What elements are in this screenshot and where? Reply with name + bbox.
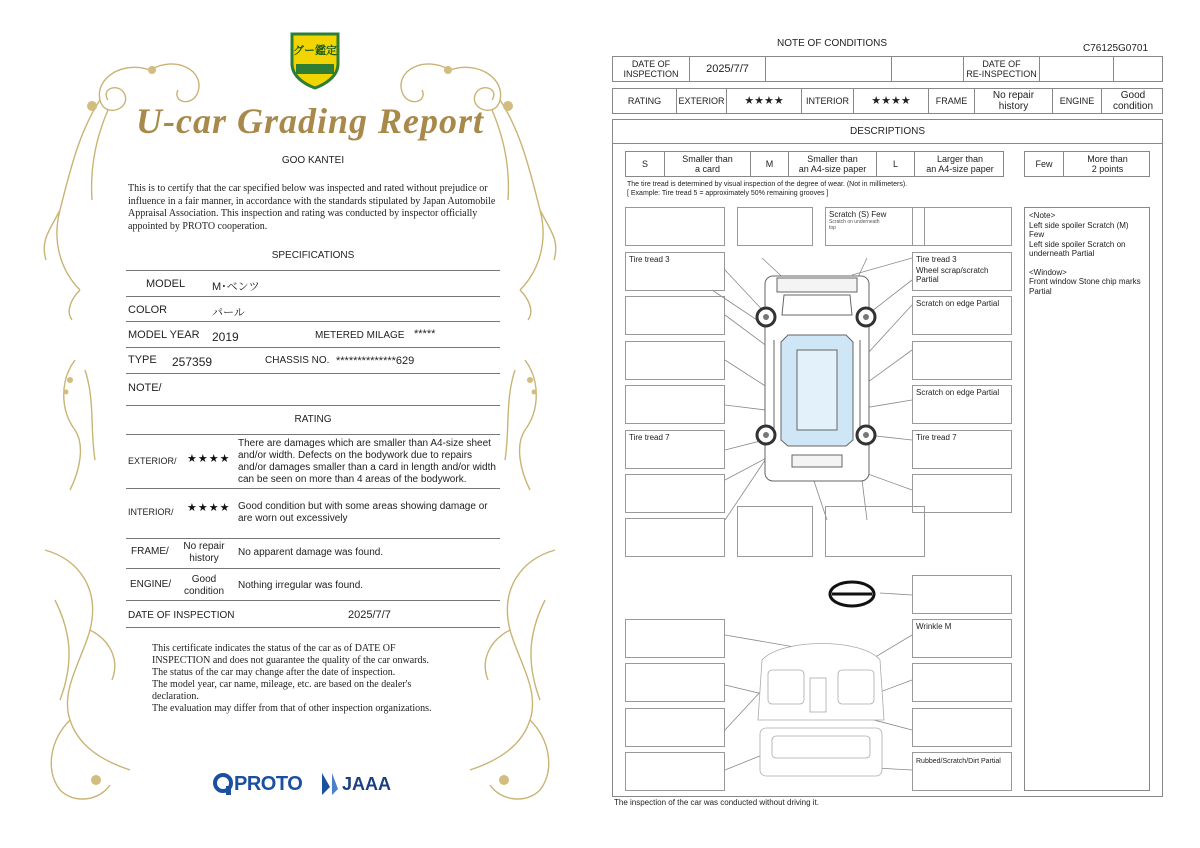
notes-line-5: Front window Stone chip marks — [1029, 277, 1141, 286]
engine-label: ENGINE/ — [130, 579, 172, 590]
notes-title: <Note> — [1029, 211, 1056, 220]
grade-box-interior-8 — [912, 752, 1012, 791]
descriptions-heading: DESCRIPTIONS — [612, 120, 1163, 144]
model-value: M･ベンツ — [212, 281, 260, 293]
legend-few: Few — [1035, 159, 1053, 169]
tire-rear-left-text: Tire tread 7 — [629, 433, 670, 442]
grade-box-left-4 — [625, 341, 725, 380]
tire-front-right-subtext: Wheel scrap/scratch Partial — [916, 266, 989, 284]
inspection-footnote: The inspection of the car was conducted without driving it. — [614, 798, 819, 807]
model-year-label: MODEL YEAR — [128, 329, 200, 341]
exterior-description: There are damages which are smaller than A4-size sheet and/or width. Defects on the bodywork due to repairs and/or damages smaller than a card in length and/or width can be seen on more than 4 areas of the bodywork. — [238, 438, 496, 485]
exterior-label: EXTERIOR — [676, 89, 726, 113]
footer-line-3: The status of the car may change after the date of inspection. — [152, 667, 396, 678]
notes-line-6: Partial — [1029, 286, 1052, 296]
grade-box-tire-rear-right — [912, 430, 1012, 469]
grade-box-rear-bumper — [825, 506, 925, 557]
footer-line-5: declaration. — [152, 691, 199, 702]
footer-line-6: The evaluation may differ from that of other inspection organizations. — [152, 703, 432, 714]
badge-text: グー鑑定 — [293, 45, 337, 57]
grade-box-left-7 — [625, 474, 725, 513]
engine-value: Good condition — [1101, 89, 1164, 113]
jaaa-logo-text: JAAA — [342, 773, 392, 794]
rating-row — [612, 88, 1163, 114]
legend-s: S — [641, 159, 648, 169]
footer-line-2: INSPECTION and does not guarantee the quality of the car onwards. — [152, 655, 429, 666]
intro-paragraph: This is to certify that the car specified below was inspected and rated without prejudice or influence in a fair manner, in accordance with the standards stipulated by Japan Automobile Appraisal Association. This inspection and rating was conducted by inspector officially appointed by PROTO cooperation. — [128, 183, 496, 232]
date-of-inspection-value: 2025/7/7 — [348, 609, 391, 621]
grade-box-interior-3 — [625, 663, 725, 702]
footer-line-4: The model year, car name, mileage, etc. are based on the dealer's — [152, 679, 412, 690]
org-name: GOO KANTEI — [281, 155, 345, 166]
size-legend — [625, 151, 1004, 177]
car-top-view — [765, 276, 869, 481]
grade-box-tire-front-left — [625, 252, 725, 291]
frame-label: FRAME — [928, 89, 974, 113]
engine-label: ENGINE — [1052, 89, 1101, 113]
frame-value — [176, 541, 232, 565]
notes-column — [1024, 207, 1150, 791]
certificate-footer — [152, 643, 492, 715]
model-label: MODEL — [146, 278, 186, 290]
notes-line-4: underneath Partial — [1029, 249, 1095, 258]
chassis-value: **************629 — [336, 355, 415, 367]
date-row — [612, 56, 1163, 82]
scratch-few-text: Scratch (S) Few — [829, 210, 887, 219]
interior-label: INTERIOR/ — [128, 507, 174, 517]
goo-kantei-badge — [286, 30, 344, 90]
engine-value-line1: Good — [191, 574, 217, 585]
grade-box-interior-2 — [912, 619, 1012, 658]
scratch-edge-1-text: Scratch on edge Partial — [916, 299, 1000, 308]
metered-milage-label: METERED MILAGE — [315, 330, 405, 341]
document-id: C76125G0701 — [1083, 43, 1149, 54]
grade-box-interior-6 — [912, 708, 1012, 747]
jaaa-mark-icon — [318, 771, 340, 797]
notes-window-title: <Window> — [1029, 267, 1067, 277]
legend-m-desc: Smaller than an A4-size paper — [788, 152, 876, 176]
proto-logo — [212, 770, 302, 798]
tire-front-left-text: Tire tread 3 — [629, 255, 670, 264]
date-of-inspection-label: DATE OF INSPECTION — [128, 610, 235, 621]
exterior-stars: ★★★★ — [726, 89, 801, 113]
legend-s-desc: Smaller than a card — [664, 152, 750, 176]
rating-label: RATING — [627, 96, 662, 106]
color-label: COLOR — [128, 304, 168, 316]
date-blank-1 — [765, 57, 891, 81]
grade-box-tire-front-right — [912, 252, 1012, 291]
rating-heading: RATING — [294, 414, 332, 425]
grade-box-tire-rear-left — [625, 430, 725, 469]
grade-box-interior-7 — [625, 752, 725, 791]
notes-line-2: Few — [1029, 230, 1045, 239]
scratch-few-subtext-2: top — [829, 225, 836, 231]
grade-box-front-right — [912, 207, 1012, 246]
exterior-stars: ★★★★ — [187, 453, 231, 465]
frame-value: No repair history — [974, 89, 1052, 113]
grade-box-left-5 — [625, 385, 725, 424]
date-of-inspection-label: DATE OF INSPECTION — [623, 59, 679, 79]
interior-stars: ★★★★ — [187, 502, 231, 514]
scratch-edge-2-text: Scratch on edge Partial — [916, 388, 1000, 397]
tire-note-line-1: The tire tread is determined by visual inspection of the degree of wear. (Not in millimeters). — [627, 181, 908, 188]
tire-note — [627, 180, 907, 198]
proto-mark-icon — [212, 772, 234, 796]
grade-box-right-5 — [912, 385, 1012, 424]
date-blank-2 — [891, 57, 963, 81]
frame-value-line1: No repair — [183, 541, 225, 552]
grade-box-front-bumper — [825, 207, 925, 246]
frame-description: No apparent damage was found. — [238, 547, 384, 558]
grade-box-interior-5 — [625, 708, 725, 747]
script-title: U-car Grading Report — [135, 101, 484, 141]
grade-box-rear-left — [625, 518, 725, 557]
footer-line-1: This certificate indicates the status of the car as of DATE OF — [152, 643, 396, 654]
engine-value-line2: condition — [183, 586, 225, 597]
jaaa-logo — [318, 770, 391, 798]
type-label: TYPE — [128, 354, 157, 366]
sheet-title: NOTE OF CONDITIONS — [777, 38, 887, 49]
car-interior-view — [758, 644, 884, 777]
interior-description: Good condition but with some areas showing damage or are worn out excessively — [238, 501, 488, 524]
wrinkle-text: Wrinkle M — [916, 622, 952, 631]
engine-value — [176, 574, 232, 598]
exterior-label: EXTERIOR/ — [128, 456, 177, 466]
chassis-label: CHASSIS NO. — [265, 355, 330, 366]
model-year-value: 2019 — [212, 330, 239, 344]
reinspection-value — [1039, 57, 1113, 81]
proto-logo-text: PROTO — [234, 772, 303, 795]
date-of-inspection-value: 2025/7/7 — [689, 57, 765, 81]
specifications-heading: SPECIFICATIONS — [271, 250, 355, 261]
few-legend — [1024, 151, 1150, 177]
legend-l: L — [876, 152, 914, 176]
grade-box-interior-4 — [912, 663, 1012, 702]
type-value: 257359 — [172, 355, 213, 369]
engine-description: Nothing irregular was found. — [238, 580, 364, 591]
grade-box-rear — [737, 506, 813, 557]
color-value: パール — [212, 307, 245, 319]
grade-box-front — [737, 207, 813, 246]
frame-value-line2: history — [189, 553, 219, 564]
tire-front-right-text: Tire tread 3 — [916, 255, 957, 264]
note-label: NOTE/ — [128, 382, 162, 394]
date-blank-3 — [1113, 57, 1164, 81]
grade-box-right-3 — [912, 296, 1012, 335]
interior-label: INTERIOR — [801, 89, 853, 113]
notes-line-3: Left side spoiler Scratch on — [1029, 239, 1126, 249]
tire-note-line-2: [ Example: Tire tread 5 = approximately 50% remaining grooves ] — [627, 190, 829, 197]
legend-l-desc: Larger than an A4-size paper — [914, 152, 1005, 176]
grade-box-interior-1 — [625, 619, 725, 658]
notes-line-1: Left side spoiler Scratch (M) — [1029, 220, 1129, 230]
tire-rear-right-text: Tire tread 7 — [916, 433, 957, 442]
grade-box-steering — [912, 575, 1012, 614]
grade-box-left-3 — [625, 296, 725, 335]
grade-box-right-7 — [912, 474, 1012, 513]
scratch-few-subtext-1: Scratch on underneath — [829, 219, 880, 225]
metered-milage-value: ***** — [414, 328, 436, 340]
legend-m: M — [750, 152, 788, 176]
rubbed-text: Rubbed/Scratch/Dirt Partial — [916, 758, 1001, 765]
grade-box-right-4 — [912, 341, 1012, 380]
steering-wheel-icon — [830, 582, 874, 606]
frame-label: FRAME/ — [131, 546, 169, 557]
grade-box-front-left — [625, 207, 725, 246]
reinspection-label: DATE OF RE-INSPECTION — [963, 57, 1039, 81]
interior-stars: ★★★★ — [853, 89, 928, 113]
legend-few-desc: More than 2 points — [1063, 152, 1151, 176]
